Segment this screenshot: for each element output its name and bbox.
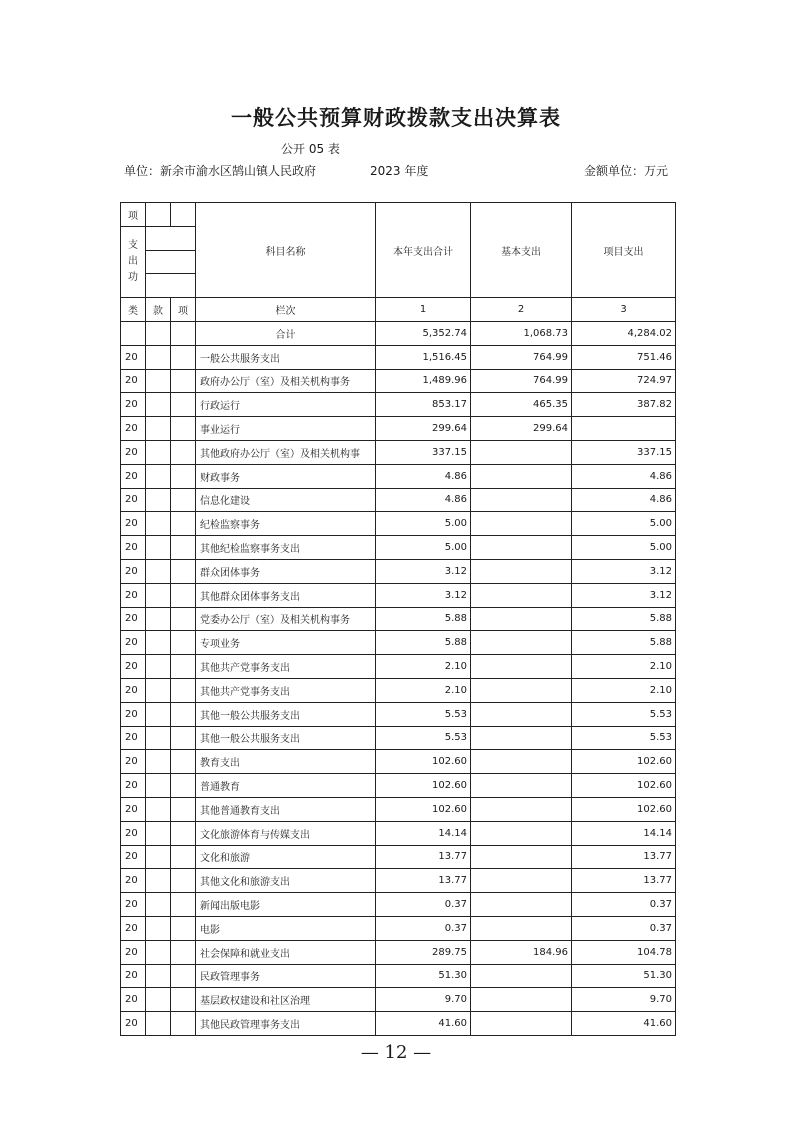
row-basic bbox=[471, 869, 572, 893]
row-index-label: 栏次 bbox=[196, 298, 376, 322]
row-class: 20 bbox=[121, 988, 146, 1012]
row-subject-name: 电影 bbox=[196, 916, 376, 940]
row-kuan bbox=[146, 821, 171, 845]
row-total: 3.12 bbox=[376, 583, 471, 607]
row-xiang bbox=[171, 488, 196, 512]
row-xiang bbox=[171, 440, 196, 464]
row-subject-name: 其他民政管理事务支出 bbox=[196, 1012, 376, 1036]
row-subject-name: 文化和旅游 bbox=[196, 845, 376, 869]
row-subject-name: 财政事务 bbox=[196, 464, 376, 488]
row-project: 2.10 bbox=[572, 678, 676, 702]
row-basic: 184.96 bbox=[471, 940, 572, 964]
table-row bbox=[121, 655, 676, 679]
row-xiang bbox=[171, 559, 196, 583]
row-index-2: 2 bbox=[471, 298, 572, 322]
row-xiang bbox=[171, 512, 196, 536]
row-subject-name: 基层政权建设和社区治理 bbox=[196, 988, 376, 1012]
row-class: 20 bbox=[121, 369, 146, 393]
row-project: 5.53 bbox=[572, 702, 676, 726]
row-total: 51.30 bbox=[376, 964, 471, 988]
row-project: 41.60 bbox=[572, 1012, 676, 1036]
row-xiang bbox=[171, 1012, 196, 1036]
row-xiang bbox=[171, 821, 196, 845]
expenditure-table bbox=[120, 202, 676, 1036]
row-xiang bbox=[171, 417, 196, 441]
header-subject-name: 科目名称 bbox=[196, 203, 376, 298]
row-class: 20 bbox=[121, 821, 146, 845]
row-project: 337.15 bbox=[572, 440, 676, 464]
row-kuan bbox=[146, 964, 171, 988]
table-row bbox=[121, 964, 676, 988]
row-kuan bbox=[146, 607, 171, 631]
row-subject-name: 其他群众团体事务支出 bbox=[196, 583, 376, 607]
row-basic bbox=[471, 440, 572, 464]
table-row bbox=[121, 988, 676, 1012]
row-class: 20 bbox=[121, 1012, 146, 1036]
row-project: 4.86 bbox=[572, 464, 676, 488]
header-function-vertical bbox=[121, 226, 146, 297]
table-row bbox=[121, 750, 676, 774]
row-class: 20 bbox=[121, 940, 146, 964]
header-gong: 功 bbox=[128, 271, 138, 283]
row-project: 5.53 bbox=[572, 726, 676, 750]
header-col-basic: 基本支出 bbox=[471, 203, 572, 298]
row-project: 0.37 bbox=[572, 916, 676, 940]
row-project: 9.70 bbox=[572, 988, 676, 1012]
row-class: 20 bbox=[121, 464, 146, 488]
row-subject-name: 纪检监察事务 bbox=[196, 512, 376, 536]
row-subject-name: 其他文化和旅游支出 bbox=[196, 869, 376, 893]
header-kuan: 款 bbox=[146, 298, 171, 322]
row-basic bbox=[471, 559, 572, 583]
row-project: 2.10 bbox=[572, 655, 676, 679]
row-total: 5.00 bbox=[376, 536, 471, 560]
header-lei: 类 bbox=[121, 298, 146, 322]
row-project: 724.97 bbox=[572, 369, 676, 393]
row-subject-name: 新闻出版电影 bbox=[196, 893, 376, 917]
row-basic bbox=[471, 607, 572, 631]
row-basic: 764.99 bbox=[471, 345, 572, 369]
row-xiang bbox=[171, 607, 196, 631]
table-row bbox=[121, 869, 676, 893]
row-basic bbox=[471, 536, 572, 560]
row-project: 3.12 bbox=[572, 559, 676, 583]
row-total: 13.77 bbox=[376, 845, 471, 869]
row-project: 102.60 bbox=[572, 797, 676, 821]
row-xiang bbox=[171, 750, 196, 774]
row-class: 20 bbox=[121, 417, 146, 441]
table-row bbox=[121, 607, 676, 631]
row-subject-name: 民政管理事务 bbox=[196, 964, 376, 988]
row-kuan bbox=[146, 393, 171, 417]
row-basic bbox=[471, 845, 572, 869]
row-basic bbox=[471, 631, 572, 655]
row-basic bbox=[471, 583, 572, 607]
row-class: 20 bbox=[121, 512, 146, 536]
row-project: 5.88 bbox=[572, 607, 676, 631]
row-kuan bbox=[146, 464, 171, 488]
row-total: 1,489.96 bbox=[376, 369, 471, 393]
table-row bbox=[121, 536, 676, 560]
row-class: 20 bbox=[121, 964, 146, 988]
row-xiang bbox=[171, 583, 196, 607]
row-xiang bbox=[171, 345, 196, 369]
row-subject-name: 文化旅游体育与传媒支出 bbox=[196, 821, 376, 845]
row-total: 0.37 bbox=[376, 893, 471, 917]
row-total: 1,516.45 bbox=[376, 345, 471, 369]
row-subject-name: 其他普通教育支出 bbox=[196, 797, 376, 821]
row-project: 4.86 bbox=[572, 488, 676, 512]
row-xiang bbox=[171, 678, 196, 702]
row-class: 20 bbox=[121, 797, 146, 821]
table-row bbox=[121, 631, 676, 655]
table-row bbox=[121, 417, 676, 441]
row-subject-name: 其他政府办公厅（室）及相关机构事 bbox=[196, 440, 376, 464]
total-project: 4,284.02 bbox=[572, 321, 676, 345]
row-xiang bbox=[171, 369, 196, 393]
row-kuan bbox=[146, 631, 171, 655]
row-basic bbox=[471, 702, 572, 726]
row-total: 337.15 bbox=[376, 440, 471, 464]
row-total: 5.88 bbox=[376, 631, 471, 655]
row-xiang bbox=[171, 893, 196, 917]
row-class: 20 bbox=[121, 655, 146, 679]
row-kuan bbox=[146, 726, 171, 750]
document-title: 一般公共预算财政拨款支出决算表 bbox=[231, 106, 561, 130]
row-total: 0.37 bbox=[376, 916, 471, 940]
row-xiang bbox=[171, 464, 196, 488]
row-xiang bbox=[171, 940, 196, 964]
row-subject-name: 其他纪检监察事务支出 bbox=[196, 536, 376, 560]
row-total: 4.86 bbox=[376, 488, 471, 512]
table-row bbox=[121, 916, 676, 940]
row-kuan bbox=[146, 678, 171, 702]
total-label: 合计 bbox=[196, 321, 376, 345]
row-project: 102.60 bbox=[572, 750, 676, 774]
row-basic bbox=[471, 464, 572, 488]
row-xiang bbox=[171, 988, 196, 1012]
row-total: 5.53 bbox=[376, 702, 471, 726]
row-xiang bbox=[171, 655, 196, 679]
row-project: 51.30 bbox=[572, 964, 676, 988]
row-class: 20 bbox=[121, 583, 146, 607]
row-total: 4.86 bbox=[376, 464, 471, 488]
row-basic bbox=[471, 750, 572, 774]
row-total: 5.00 bbox=[376, 512, 471, 536]
row-class: 20 bbox=[121, 869, 146, 893]
row-class: 20 bbox=[121, 774, 146, 798]
row-subject-name: 事业运行 bbox=[196, 417, 376, 441]
row-xiang bbox=[171, 845, 196, 869]
row-basic bbox=[471, 916, 572, 940]
row-subject-name: 普通教育 bbox=[196, 774, 376, 798]
row-subject-name: 信息化建设 bbox=[196, 488, 376, 512]
row-class: 20 bbox=[121, 726, 146, 750]
total-basic: 1,068.73 bbox=[471, 321, 572, 345]
row-total: 299.64 bbox=[376, 417, 471, 441]
row-total: 5.53 bbox=[376, 726, 471, 750]
row-total: 2.10 bbox=[376, 678, 471, 702]
row-kuan bbox=[146, 655, 171, 679]
table-row bbox=[121, 774, 676, 798]
row-basic: 764.99 bbox=[471, 369, 572, 393]
row-total: 102.60 bbox=[376, 750, 471, 774]
header-col-total: 本年支出合计 bbox=[376, 203, 471, 298]
row-project: 751.46 bbox=[572, 345, 676, 369]
row-subject-name: 其他一般公共服务支出 bbox=[196, 702, 376, 726]
row-subject-name: 其他共产党事务支出 bbox=[196, 678, 376, 702]
row-kuan bbox=[146, 440, 171, 464]
table-row bbox=[121, 845, 676, 869]
row-xiang bbox=[171, 964, 196, 988]
row-project: 13.77 bbox=[572, 845, 676, 869]
row-kuan bbox=[146, 988, 171, 1012]
row-total: 41.60 bbox=[376, 1012, 471, 1036]
row-kuan bbox=[146, 417, 171, 441]
row-total: 853.17 bbox=[376, 393, 471, 417]
row-class: 20 bbox=[121, 440, 146, 464]
row-total: 102.60 bbox=[376, 797, 471, 821]
row-basic bbox=[471, 797, 572, 821]
row-kuan bbox=[146, 583, 171, 607]
row-total: 13.77 bbox=[376, 869, 471, 893]
table-row bbox=[121, 1012, 676, 1036]
row-project: 387.82 bbox=[572, 393, 676, 417]
row-class: 20 bbox=[121, 536, 146, 560]
row-project: 0.37 bbox=[572, 893, 676, 917]
row-xiang bbox=[171, 869, 196, 893]
table-row bbox=[121, 726, 676, 750]
row-kuan bbox=[146, 940, 171, 964]
row-xiang bbox=[171, 916, 196, 940]
table-row bbox=[121, 393, 676, 417]
unit-label: 单位：新余市渝水区鹄山镇人民政府 bbox=[124, 164, 317, 178]
table-row bbox=[121, 678, 676, 702]
row-class: 20 bbox=[121, 488, 146, 512]
year-label: 2023 年度 bbox=[370, 164, 429, 178]
table-row bbox=[121, 797, 676, 821]
row-subject-name: 党委办公厅（室）及相关机构事务 bbox=[196, 607, 376, 631]
table-row bbox=[121, 821, 676, 845]
table-row bbox=[121, 369, 676, 393]
row-kuan bbox=[146, 916, 171, 940]
row-class: 20 bbox=[121, 750, 146, 774]
row-basic bbox=[471, 678, 572, 702]
table-row bbox=[121, 702, 676, 726]
row-class: 20 bbox=[121, 559, 146, 583]
row-xiang bbox=[171, 702, 196, 726]
row-class: 20 bbox=[121, 393, 146, 417]
row-basic bbox=[471, 488, 572, 512]
row-kuan bbox=[146, 774, 171, 798]
header-xiang: 项 bbox=[171, 298, 196, 322]
row-total: 289.75 bbox=[376, 940, 471, 964]
row-basic bbox=[471, 1012, 572, 1036]
row-kuan bbox=[146, 512, 171, 536]
row-project: 5.88 bbox=[572, 631, 676, 655]
row-kuan bbox=[146, 869, 171, 893]
row-xiang bbox=[171, 393, 196, 417]
table-row bbox=[121, 488, 676, 512]
row-kuan bbox=[146, 369, 171, 393]
row-basic bbox=[471, 821, 572, 845]
row-class: 20 bbox=[121, 631, 146, 655]
table-row bbox=[121, 893, 676, 917]
row-basic: 299.64 bbox=[471, 417, 572, 441]
row-kuan bbox=[146, 702, 171, 726]
row-total: 2.10 bbox=[376, 655, 471, 679]
table-row bbox=[121, 512, 676, 536]
row-subject-name: 社会保障和就业支出 bbox=[196, 940, 376, 964]
page-number: — 12 — bbox=[360, 1042, 432, 1063]
row-total: 14.14 bbox=[376, 821, 471, 845]
table-row bbox=[121, 940, 676, 964]
row-total: 9.70 bbox=[376, 988, 471, 1012]
row-basic bbox=[471, 964, 572, 988]
row-kuan bbox=[146, 559, 171, 583]
row-project: 5.00 bbox=[572, 536, 676, 560]
row-kuan bbox=[146, 488, 171, 512]
row-kuan bbox=[146, 893, 171, 917]
amount-unit-label: 金额单位：万元 bbox=[583, 164, 668, 178]
row-project: 3.12 bbox=[572, 583, 676, 607]
row-xiang bbox=[171, 797, 196, 821]
row-basic bbox=[471, 726, 572, 750]
row-class: 20 bbox=[121, 893, 146, 917]
row-total: 5.88 bbox=[376, 607, 471, 631]
row-total: 102.60 bbox=[376, 774, 471, 798]
row-basic bbox=[471, 774, 572, 798]
header-item: 项 bbox=[121, 203, 146, 227]
row-xiang bbox=[171, 774, 196, 798]
row-xiang bbox=[171, 536, 196, 560]
row-project: 13.77 bbox=[572, 869, 676, 893]
row-subject-name: 其他一般公共服务支出 bbox=[196, 726, 376, 750]
row-project: 14.14 bbox=[572, 821, 676, 845]
row-class: 20 bbox=[121, 345, 146, 369]
row-project: 5.00 bbox=[572, 512, 676, 536]
row-class: 20 bbox=[121, 702, 146, 726]
row-basic bbox=[471, 655, 572, 679]
row-project bbox=[572, 417, 676, 441]
row-subject-name: 行政运行 bbox=[196, 393, 376, 417]
header-zhi: 支 bbox=[128, 239, 138, 251]
row-total: 3.12 bbox=[376, 559, 471, 583]
row-kuan bbox=[146, 845, 171, 869]
row-subject-name: 专项业务 bbox=[196, 631, 376, 655]
row-kuan bbox=[146, 750, 171, 774]
table-row bbox=[121, 440, 676, 464]
row-kuan bbox=[146, 345, 171, 369]
row-class: 20 bbox=[121, 678, 146, 702]
row-subject-name: 一般公共服务支出 bbox=[196, 345, 376, 369]
row-xiang bbox=[171, 726, 196, 750]
row-xiang bbox=[171, 631, 196, 655]
row-subject-name: 教育支出 bbox=[196, 750, 376, 774]
header-chu: 出 bbox=[128, 255, 138, 267]
row-subject-name: 群众团体事务 bbox=[196, 559, 376, 583]
table-row bbox=[121, 583, 676, 607]
table-row bbox=[121, 464, 676, 488]
row-kuan bbox=[146, 536, 171, 560]
row-class: 20 bbox=[121, 607, 146, 631]
row-subject-name: 政府办公厅（室）及相关机构事务 bbox=[196, 369, 376, 393]
row-subject-name: 其他共产党事务支出 bbox=[196, 655, 376, 679]
form-code: 公开 05 表 bbox=[281, 142, 340, 156]
row-class: 20 bbox=[121, 916, 146, 940]
header-col-project: 项目支出 bbox=[572, 203, 676, 298]
row-project: 102.60 bbox=[572, 774, 676, 798]
row-index-1: 1 bbox=[376, 298, 471, 322]
row-project: 104.78 bbox=[572, 940, 676, 964]
row-basic bbox=[471, 512, 572, 536]
row-index-3: 3 bbox=[572, 298, 676, 322]
row-basic bbox=[471, 893, 572, 917]
row-class: 20 bbox=[121, 845, 146, 869]
total-all: 5,352.74 bbox=[376, 321, 471, 345]
row-kuan bbox=[146, 797, 171, 821]
row-basic bbox=[471, 988, 572, 1012]
row-basic: 465.35 bbox=[471, 393, 572, 417]
table-row bbox=[121, 345, 676, 369]
table-row bbox=[121, 559, 676, 583]
row-kuan bbox=[146, 1012, 171, 1036]
